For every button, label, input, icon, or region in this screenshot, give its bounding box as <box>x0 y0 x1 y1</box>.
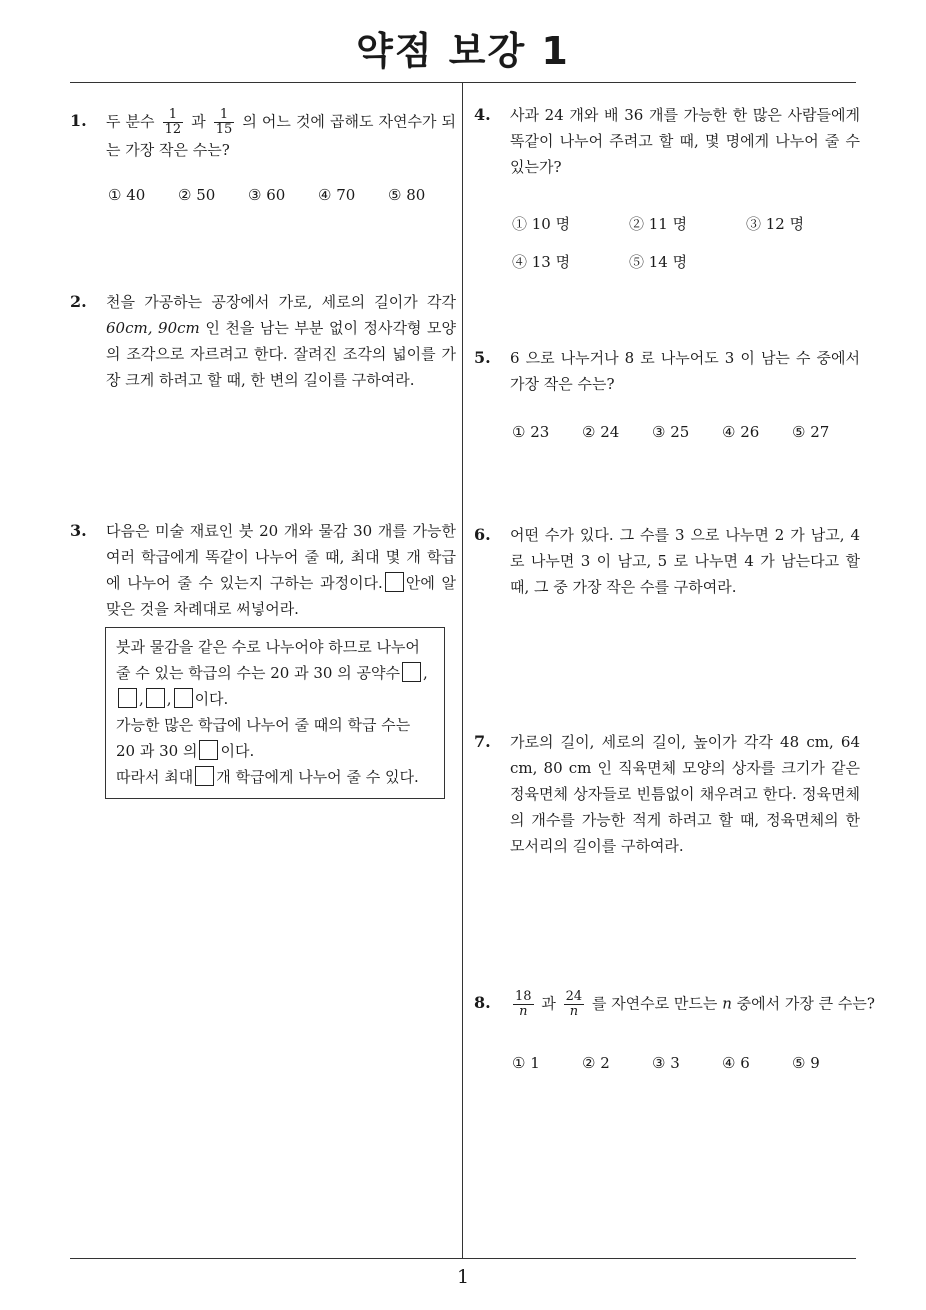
fraction-numerator: 24 <box>565 989 583 1004</box>
problem-1 <box>70 108 456 168</box>
problem-5 <box>474 345 860 405</box>
choice-2[interactable]: ② 11 명 <box>629 215 688 233</box>
choice-5[interactable]: ⑤ 14 명 <box>629 253 688 271</box>
choice-3[interactable]: ③ 12 명 <box>746 215 805 233</box>
problem-1-text <box>106 108 456 163</box>
problem-8-choices <box>512 1054 862 1072</box>
choice-3[interactable]: ③ 3 <box>652 1054 680 1072</box>
fraction-denominator: 12 <box>164 122 182 137</box>
problem-4-text: 사과 24 개와 배 36 개를 가능한 한 많은 사람들에게 똑같이 나누어 주려고 할 때, 몇 명에게 나누어 줄 수 있는가? <box>510 106 860 176</box>
problem-8-text-c: 중에서 가장 큰 수는? <box>736 994 875 1013</box>
box-comma: , <box>166 690 172 708</box>
fraction-numerator: 18 <box>515 989 532 1004</box>
choice-4[interactable]: ④ 70 <box>318 186 356 204</box>
fraction-numerator: 1 <box>163 108 184 123</box>
problem-2-number: 2. <box>70 292 87 311</box>
choice-3[interactable]: ③ 60 <box>248 186 286 204</box>
column-divider <box>462 83 463 1259</box>
box-line-3-end: 이다. <box>220 742 255 760</box>
fraction-denominator: n <box>519 1004 528 1019</box>
choice-2[interactable]: ② 50 <box>178 186 216 204</box>
problem-5-number: 5. <box>474 348 491 367</box>
problem-8-text <box>510 989 875 1019</box>
problem-8 <box>474 989 875 1030</box>
problem-5-text: 6 으로 나누거나 8 로 나누어도 3 이 남는 수 중에서 가장 작은 수는? <box>510 349 860 393</box>
problem-5-choices <box>512 423 862 441</box>
problem-4-choices <box>512 205 862 281</box>
choice-2[interactable]: ② 2 <box>582 1054 610 1072</box>
choice-5[interactable]: ⑤ 80 <box>388 186 426 204</box>
choice-1[interactable]: ① 10 명 <box>512 215 571 233</box>
problem-1-choices <box>108 186 458 204</box>
problem-3-solution-box <box>105 627 445 799</box>
box-line-2-end: 이다. <box>194 690 229 708</box>
problem-1-text-a: 두 분수 <box>106 112 155 131</box>
choice-1[interactable]: ① 1 <box>512 1054 540 1072</box>
problem-2-dimensions: 60cm, 90cm <box>106 319 200 337</box>
box-line-3: 가능한 많은 학급에 나누어 줄 때의 학급 수는 20 과 30 의 <box>116 716 411 760</box>
choice-1[interactable]: ① 40 <box>108 186 146 204</box>
problem-6 <box>474 522 860 612</box>
box-line-4: 따라서 최대 <box>116 768 194 786</box>
problem-4 <box>474 102 860 182</box>
problem-1-text-b: 과 <box>191 112 206 131</box>
box-line-1: 붓과 물감을 같은 수로 나누어야 하므로 나누어 줄 수 있는 학급의 수는 20 과 30 의 공약수 <box>116 638 420 682</box>
bottom-rule <box>70 1258 856 1259</box>
problem-6-number: 6. <box>474 525 491 544</box>
fraction-18-n <box>513 990 534 1019</box>
page-title: 약점 보강 1 <box>356 29 570 73</box>
page-number: 1 <box>456 1266 470 1288</box>
choice-4[interactable]: ④ 26 <box>722 423 760 441</box>
blank-box-5[interactable] <box>199 740 218 760</box>
variable-n: n <box>722 994 732 1013</box>
choice-1[interactable]: ① 23 <box>512 423 550 441</box>
problem-8-number: 8. <box>474 993 491 1012</box>
problem-3-number: 3. <box>70 521 87 540</box>
box-comma: , <box>422 664 428 682</box>
problem-3-text-b: 안에 알맞은 것을 차례대로 써넣어라. <box>106 574 456 618</box>
problem-2-text <box>106 289 456 393</box>
fraction-1-15 <box>214 108 235 137</box>
problem-3-text-a: 다음은 미술 재료인 붓 20 개와 물감 30 개를 가능한 여러 학급에게 똑같이 나누어 줄 때, 최대 몇 개 학급에 나누어 줄 수 있는지 구하는 과정이다. <box>106 522 456 592</box>
fraction-1-12 <box>163 108 184 137</box>
fraction-denominator: n <box>569 1004 579 1019</box>
box-line-4-end: 개 학급에게 나누어 줄 수 있다. <box>216 768 419 786</box>
problem-3 <box>70 518 456 628</box>
choice-2[interactable]: ② 24 <box>582 423 620 441</box>
box-comma: , <box>139 690 144 708</box>
blank-box-6[interactable] <box>195 766 214 786</box>
choice-5[interactable]: ⑤ 9 <box>792 1054 820 1072</box>
problem-2-text-a: 천을 가공하는 공장에서 가로, 세로의 길이가 각각 <box>106 293 456 311</box>
problem-7-text: 가로의 길이, 세로의 길이, 높이가 각각 48 cm, 64 cm, 80 cm 인 직육면체 모양의 상자를 크기가 같은 정육면체 상자들로 빈틈없이 채우려고 한다. 정육면체의 개수를 가능한 적게 하려고 할 때, 정육면체의 한 모서리의 길이를 구하여라. <box>510 733 860 855</box>
choice-3[interactable]: ③ 25 <box>652 423 690 441</box>
blank-box-4[interactable] <box>174 688 193 708</box>
problem-2-text-b: 인 천을 남는 부분 없이 정사각형 모양의 조각으로 자르려고 한다. 잘려진 조각의 넓이를 가장 크게 하려고 할 때, 한 변의 길이를 구하여라. <box>106 319 456 389</box>
problem-3-text <box>106 518 456 622</box>
top-rule <box>70 82 856 83</box>
problem-7 <box>474 729 860 869</box>
problem-8-text-a: 과 <box>541 994 556 1013</box>
problem-1-number: 1. <box>70 111 87 130</box>
problem-1-text-c: 의 어느 것에 곱해도 자연수가 되는 가장 작은 수는? <box>106 112 456 159</box>
choice-5[interactable]: ⑤ 27 <box>792 423 830 441</box>
problem-7-number: 7. <box>474 732 491 751</box>
choice-4[interactable]: ④ 13 명 <box>512 253 571 271</box>
blank-box <box>385 572 404 592</box>
fraction-24-n <box>564 990 585 1019</box>
blank-box-1[interactable] <box>402 662 421 682</box>
fraction-denominator: 15 <box>215 122 233 137</box>
problem-2 <box>70 289 456 399</box>
problem-4-number: 4. <box>474 105 491 124</box>
problem-6-text: 어떤 수가 있다. 그 수를 3 으로 나누면 2 가 남고, 4 로 나누면 3 이 남고, 5 로 나누면 4 가 남는다고 할 때, 그 중 가장 작은 수를 구하여라. <box>510 526 860 596</box>
blank-box-2[interactable] <box>118 688 137 708</box>
blank-box-3[interactable] <box>146 688 165 708</box>
problem-8-text-b: 를 자연수로 만드는 <box>591 994 718 1013</box>
choice-4[interactable]: ④ 6 <box>722 1054 750 1072</box>
fraction-numerator: 1 <box>214 108 235 123</box>
